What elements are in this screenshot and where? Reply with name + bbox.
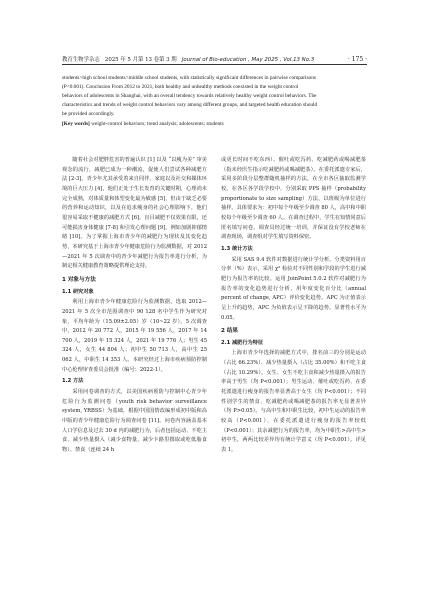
body-paragraph: 或更长时间不吃东西）、催吐或吃泻药、吃减肥药或喝减肥茶（指未经医生指示吃减肥药或喝减肥茶）。在委托派遣专家后，采用多阶段分层整群随机抽样的方法，在全市各区抽取监测学校。在各区各学段学校中，分别采取 PPS 抽样（probability proportionate to size sampling）方法，以班级为单位进行抽样。具体要求为：初中每个年级至少调查 80 人，高中和中职校每个年级至少调查 60 人。在调查过程中，学生在知情同意后匿名填写问卷。调查员经过统一培训，并保证没有学校老师在调查现场，调查组对学生填写资料保密。 <box>221 157 366 241</box>
body-paragraph: 利用上海市青少年健康危险行为监测数据，选取 2012—2021 年 5 次全市范围调查中 90 128 名中学生作为研究对象，平均年龄为（15.09±2.05）岁（10~22 岁）。5 次调查中，2012 年 20 772 人，2015 年 19 556 人，2017 年 14 700 人，2019 年 15 324 人，2021 年 19 776 人；男生 45 324 人，女生 44 804 人；初中生 50 713 人，高中生 25 062 人，中职生 14 353 人。本研究经过上海市疾病预防控制中心伦理审查委员会批准（编号：2022-1）。 <box>62 299 207 373</box>
issue-cn: 2025 年 5 月第 13 卷第 3 期 <box>104 57 177 63</box>
section-heading: 2 结果 <box>221 328 239 335</box>
right-column <box>221 156 366 456</box>
abstract-line: students>high school students>middle school students, with statistically significant differences in pairwise comparisons <box>62 75 316 81</box>
intro-paragraph: 随着社会对肥胖危害的普遍认识 [1] 以及 “以瘦为美” 审美观念的流行，减肥已成为一种潮流，促使人们尝试各种减肥方法 [2-3]。青少年尤其承受着来自同伴、家庭以及社交和媒体环境的巨大压力 [4]，他们正处于生长发育的关键时期，心理尚未完全成熟，对体质量和体型变化最为敏感 [5]，但由于缺乏必要的营养和运动知识，以及在追求瘦身的社会心理影响下，他们很容易采取不健康的减肥方式 [6]。盲目减肥不仅效果有限，还可能损害身体健康 [7-8] 和引发心理问题 [9]，例如加剧抑郁情绪 [10]。为了掌握上海市青少年的减肥行为现状及其变化趋势，本研究基于上海市青少年健康危险行为监测数据，对 2012—2021 年 5 次调查中的青少年减肥行为报告率进行分析，为制定相关健康教育策略提供理论支持。 <box>62 157 207 270</box>
body-paragraph: 上海市青少年选择的减肥方式中，排名前三的分别是运动（占比 66.23%）、减少热量摄入（占比 35.00%）和不吃主食（占比 10.29%）。女生、女生不吃主食和减少热量摄入的报告率高于男生（均 P<0.001）；男生运动、催吐或吃泻药、在委托派遣进行瘦身的报告率显著高于女生（均 P<0.001）；不同性别学生的禁食、吃减肥药或喝减肥茶的报告率无显著差异（均 P>0.05）。与高中生和中职生比较，初中生运动的报告率较高（P<0.001），在委托派遣进行瘦身的报告率较低（P<0.001）；其余减肥行为的报告率，均为中职生>高中生>初中生，两两比较差异均有统计学意义（均 P<0.001）。详见表 1。 <box>221 350 366 454</box>
abstract-line: behaviors of adolescents in Shanghai, with an overall tendency towards relatively healthy weight control behaviors. The <box>62 93 317 100</box>
body-paragraph: 采用 SAS 9.4 软件对数据进行统计学分析。分类资料用百分率（%）表示，采用 χ² 检验对不同性别和学段的学生进行减肥行为报告率的比较。运用 JoinPoint 5.0.2 软件对减肥行为报告率的变化趋势进行分析，用年度变化百分比（annual percent of change, APC）评价变化趋势。APC 为正值表示呈上升的趋势，APC 为负值表示呈下降的趋势。显著性水平为 0.05。 <box>221 256 366 321</box>
journal-name-cn: 教育生物学杂志 <box>62 57 100 63</box>
section-heading: 1 对象与方法 <box>62 276 96 283</box>
keywords-label: [Key words] <box>62 121 90 128</box>
body-paragraph: 采用问卷调查的方式，以美国疾病预防与控制中心青少年危险行为监测问卷（youth risk behavior surveillance system, YRBSS）为基础，根据中国国情改编形成初中版和高中版的青少年健康危险行为调查问卷 [11]。问卷内容涵盖基本人口学信息及过去 30 d 内的减肥行为，后者包括运动、不吃主食、减少热量摄入（减少食物量、减少卡路里摄取或吃低脂食物）、禁食（连续 24 h <box>62 389 207 454</box>
abstract-line: be provided accordingly. <box>62 111 115 118</box>
journal-name-en: Journal of Bio-education , May 2025 , Vol.13 No.3 <box>181 57 315 63</box>
running-header <box>62 51 367 63</box>
subsection-heading: 1.1 研究对象 <box>62 288 94 295</box>
abstract-line: (P<0.001). Conclusion From 2012 to 2021, both healthy and unhealthy methods coexisted in the weight control <box>62 84 299 91</box>
left-column <box>62 156 207 456</box>
abstract-block <box>62 74 367 130</box>
subsection-heading: 1.3 统计方法 <box>221 245 253 252</box>
subsection-heading: 1.2 方法 <box>62 378 84 385</box>
abstract-line: characteristics and trends of weight control behaviors vary among different groups, and targeted health education should <box>62 102 318 109</box>
header-rule <box>62 64 367 65</box>
header-left <box>62 55 314 63</box>
page-number: · 175 · <box>347 56 367 63</box>
keywords-text: weight-control behaviors; trend analysis; adolescents; students <box>91 121 224 128</box>
subsection-heading: 2.1 减肥行为特征 <box>221 339 264 346</box>
keywords <box>62 120 367 129</box>
